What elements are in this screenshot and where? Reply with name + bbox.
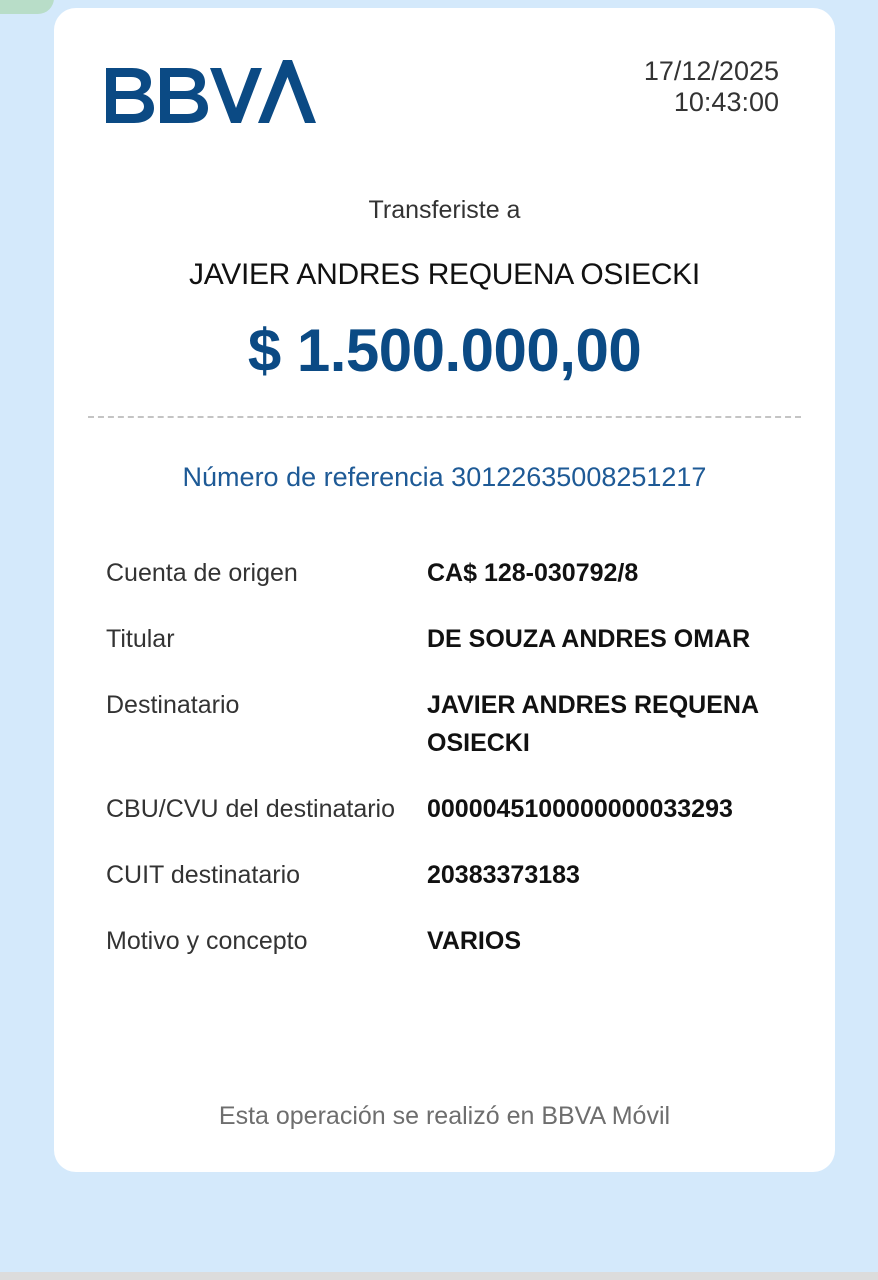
detail-value: JAVIER ANDRES REQUENA OSIECKI bbox=[427, 691, 759, 757]
detail-label: Titular bbox=[106, 625, 175, 653]
detail-row-reason bbox=[106, 922, 796, 962]
detail-label: CUIT destinatario bbox=[106, 861, 301, 889]
detail-value: 20383373183 bbox=[427, 861, 580, 889]
receipt-card bbox=[54, 8, 835, 1172]
detail-row-holder bbox=[106, 620, 796, 686]
recipient-name: JAVIER ANDRES REQUENA OSIECKI bbox=[189, 258, 700, 291]
detail-value: CA$ 128-030792/8 bbox=[427, 559, 639, 587]
detail-row-source-account bbox=[106, 554, 796, 620]
transaction-date: 17/12/2025 bbox=[643, 56, 779, 86]
transaction-datetime bbox=[644, 56, 779, 118]
transaction-time: 10:43:00 bbox=[673, 87, 779, 117]
detail-label: CBU/CVU del destinatario bbox=[106, 795, 396, 823]
detail-label: Destinatario bbox=[106, 691, 240, 719]
transfer-amount: $ 1.500.000,00 bbox=[247, 317, 642, 384]
detail-label: Cuenta de origen bbox=[106, 559, 298, 587]
footer-note: Esta operación se realizó en BBVA Móvil bbox=[218, 1102, 671, 1130]
reference-number: Número de referencia 30122635008251217 bbox=[182, 462, 707, 492]
dashed-divider bbox=[88, 416, 801, 418]
detail-value: 0000045100000000033293 bbox=[427, 795, 733, 823]
corner-tab bbox=[0, 0, 54, 14]
detail-value: VARIOS bbox=[427, 927, 521, 955]
detail-row-cuit bbox=[106, 856, 796, 922]
detail-row-cbu bbox=[106, 790, 796, 856]
details-list bbox=[106, 554, 796, 962]
detail-label: Motivo y concepto bbox=[106, 927, 308, 955]
bottom-strip bbox=[0, 1272, 878, 1280]
detail-value: DE SOUZA ANDRES OMAR bbox=[427, 625, 751, 653]
detail-row-recipient bbox=[106, 686, 796, 790]
transfer-label: Transferiste a bbox=[368, 196, 521, 224]
bbva-logo bbox=[106, 58, 316, 124]
